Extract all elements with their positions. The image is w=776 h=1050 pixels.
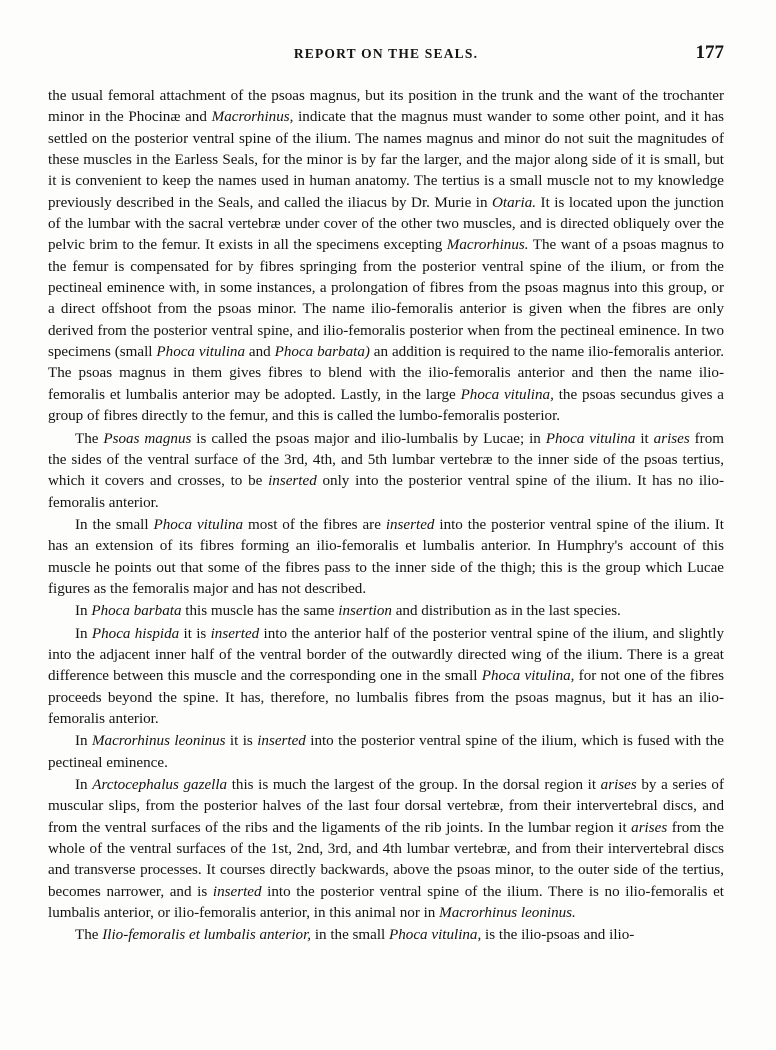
text-run: from the whole of the ventral surfaces of the 1st, 2nd, 3rd, and 4th lumbar vertebræ, and from their intervertebral discs and transverse processes. It courses directly backwards, above the psoas minor, to the outer side of the tertius, becomes narrower, and is (48, 819, 724, 900)
paragraph-2 (48, 429, 724, 514)
text-run: In (75, 603, 92, 620)
italic-run: Psoas magnus (103, 430, 192, 447)
italic-run: arises (653, 430, 690, 447)
running-title: REPORT ON THE SEALS. (293, 46, 479, 61)
italic-run: inserted (210, 625, 260, 642)
text-run: it is (179, 625, 211, 642)
text-run: the psoas secundus gives a group of fibres directly to the femur, and this is called the lumbo-femoralis posterior. (48, 386, 725, 425)
text-run: into the posterior ventral spine of the ilium. There is no ilio-femoralis et lumbalis anterior, or ilio-femoralis anterior, in this animal nor in (48, 883, 724, 922)
text-run: it is (225, 733, 258, 750)
italic-run: Macrorhinus leoninus. (439, 905, 576, 922)
running-header (48, 42, 724, 66)
paragraph-3 (48, 515, 724, 600)
italic-run: arises (600, 777, 637, 793)
italic-run: Phoca barbata) (274, 344, 370, 361)
text-run: and distribution as in the last species. (391, 603, 621, 620)
text-run: is the ilio-psoas and ilio- (481, 927, 635, 944)
italic-run: inserted (212, 883, 262, 900)
text-run: and (245, 344, 275, 361)
body-text (48, 86, 724, 947)
text-run: into the posterior ventral spine of the ilium. It has an extension of its fibres forming an ilio-femoralis et lumbalis anterior. In Humphry's account of this muscle he points out that some of the fibres pass to the inner side of the thigh; this is the group which Lucae figures as the femoralis major and has not described. (48, 516, 724, 597)
text-run: from the sides of the ventral surface of the 3rd, 4th, and 5th lumbar vertebræ to the inner side of the psoas tertius, which it covers and crosses, to be (48, 430, 724, 490)
page-number: 177 (695, 42, 724, 63)
text-run: In (75, 777, 93, 793)
italic-run: Phoca vitulina (156, 344, 245, 361)
text-run: most of the fibres are (243, 516, 386, 533)
italic-run: Otaria. (492, 194, 537, 211)
italic-run: Phoca vitulina, (481, 668, 575, 685)
italic-run: Phoca vitulina (545, 430, 636, 447)
italic-run: Ilio-femoralis et lumbalis anterior, (102, 927, 312, 944)
text-run: the usual femoral attachment of the psoas magnus, but its position in the trunk and the want of the trochanter minor in the Phocinæ and (48, 88, 724, 126)
italic-run: insertion (338, 603, 392, 620)
italic-run: inserted (385, 516, 435, 533)
italic-run: Macrorhinus leoninus (91, 733, 226, 750)
text-run: The (75, 927, 103, 944)
text-run: this muscle has the same (181, 603, 339, 620)
italic-run: Macrorhinus. (446, 237, 529, 254)
text-run: into the posterior ventral spine of the ilium, which is fused with the pectineal eminence. (48, 733, 724, 771)
text-run: In (75, 625, 92, 642)
italic-run: Phoca barbata (91, 603, 182, 620)
text-run: into the anterior half of the posterior ventral spine of the ilium, and slightly into the adjacent inner half of the ventral border of the outwardly directed wing of the ilium. There is a great difference between this muscle and the corresponding one in the small (48, 625, 724, 685)
text-run: In the small (75, 516, 154, 533)
text-run: an addition is required to the name ilio-femoralis anterior. The psoas magnus in them gives fibres to blend with the ilio-femoralis anterior and then the name ilio-femoralis et lumbalis anterior may be adopted. Lastly, in the large (48, 344, 724, 403)
text-run: The (75, 430, 104, 447)
italic-run: inserted (268, 473, 317, 490)
text-run: In (75, 733, 92, 750)
text-run: it (635, 430, 654, 447)
paragraph-8 (48, 925, 724, 946)
paragraph-4 (48, 601, 724, 622)
paragraph-5 (48, 624, 724, 731)
text-run: indicate that the magnus must wander to some other point, and it has settled on the posterior ventral spine of the ilium. The names magnus and minor do not suit the magnitudes of these muscles in the Earless Seals, for the minor is by far the larger, and the major along side of it is small, but it is convenient to keep the names used in human anatomy. The tertius is a small muscle not to my knowledge previously described in the Seals, and called the iliacus by Dr. Murie in (48, 109, 725, 211)
text-run: It is located upon the junction of the lumbar with the sacral vertebræ under cover of the other two muscles, and is directed obliquely over the pelvic brim to the femur. It exists in all the specimens excepting (48, 194, 724, 254)
italic-run: Macrorhinus, (211, 109, 294, 126)
text-run: this is much the largest of the group. In the dorsal region it (227, 777, 601, 793)
text-run: in the small (311, 927, 390, 944)
paragraph-6 (48, 731, 724, 774)
text-run: by a series of muscular slips, from the posterior halves of the last four dorsal vertebræ, from their intervertebral discs, and from the ventral surfaces of the ribs and the ligaments of the rib joints. In the lumbar region it (48, 777, 724, 836)
text-run: only into the posterior ventral spine of the ilium. It has no ilio-femoralis anterior. (48, 473, 724, 511)
paragraph-1 (48, 86, 724, 428)
italic-run: Phoca vitulina, (460, 386, 554, 403)
italic-run: Phoca vitulina, (389, 927, 482, 944)
text-run: is called the psoas major and ilio-lumbalis by Lucae; in (191, 430, 546, 447)
text-run: The want of a psoas magnus to the femur is compensated for by fibres springing from the posterior ventral spine of the ilium, or from the pectineal eminence with, in some instances, a prolongation of fibres from the psoas magnus into this group, or a direct offshoot from the psoas minor. The name ilio-femoralis anterior is given when the fibres are only derived from the posterior ventral spine, and ilio-femoralis posterior when from the pectineal eminence. In two specimens (small (48, 237, 724, 361)
italic-run: inserted (257, 733, 306, 750)
italic-run: Phoca hispida (91, 625, 180, 642)
paragraph-7 (48, 775, 724, 924)
italic-run: arises (631, 819, 668, 836)
italic-run: Phoca vitulina (153, 516, 244, 533)
italic-run: Arctocephalus gazella (92, 777, 228, 793)
text-run: for not one of the fibres proceeds beyond the spine. It has, therefore, no lumbalis fibres from the psoas magnus, but it has an ilio-femoralis anterior. (48, 668, 724, 727)
